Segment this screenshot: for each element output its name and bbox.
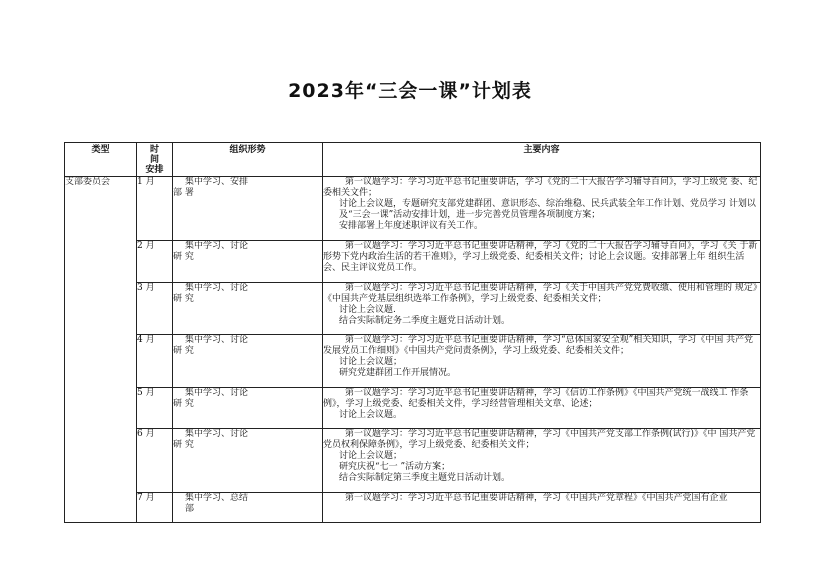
month-cell: 6 月 — [137, 429, 173, 493]
document-title: 2023年“三会一课”计划表 — [288, 80, 532, 102]
plan-table — [64, 142, 761, 523]
table-row — [65, 241, 761, 283]
month-cell: 7 月 — [137, 493, 173, 523]
form-cell: 集中学习、安排 部 署 — [173, 177, 323, 241]
content-cell: 第一议题学习：学习习近平总书记重要讲话精神，学习“总体国家安全观”相关知识，学习《中国 共产党发展党员工作细则》《中国共产党问责条例》，学习上级党委、纪委相关文件； 讨论上会议题； 研究党建群团工作开展情况。 — [323, 335, 761, 388]
form-cell: 集中学习、讨论 研 究 — [173, 335, 323, 388]
form-cell: 集中学习、讨论 研 究 — [173, 241, 323, 283]
table-row — [65, 335, 761, 388]
content-cell: 第一议题学习：学习习近平总书记重要讲话精神，学习《党的二十大报告学习辅导百问》，学习《关 于新形势下党内政治生活的若干准则》，学习上级党委、纪委相关文件；讨论上会议题。安排部署上年 组织生活会、民主评议党员工作。 — [323, 241, 761, 283]
month-cell: 4 月 — [137, 335, 173, 388]
form-cell: 集中学习、讨论 研 究 — [173, 388, 323, 429]
content-cell: 第一议题学习：学习习近平总书记重要讲话精神，学习《中国共产党章程》《中国共产党国有企业 — [323, 493, 761, 523]
table-header-row — [65, 143, 761, 177]
content-cell: 第一议题学习：学习习近平总书记重要讲话精神，学习《信访工作条例》《中国共产党统一战线工 作条例》，学习上级党委、纪委相关文件，学习经营管理相关文章、论述； 讨论上会议题。 — [323, 388, 761, 429]
month-cell: 3 月 — [137, 283, 173, 335]
form-cell: 集中学习、总结 部 — [173, 493, 323, 523]
header-time: 时 间 安排 — [137, 143, 173, 177]
header-content: 主要内容 — [323, 143, 761, 177]
table-row — [65, 388, 761, 429]
table-row — [65, 177, 761, 241]
type-cell: 支部委员会 — [65, 177, 137, 523]
content-cell: 第一议题学习：学习习近平总书记重要讲话精神，学习《关于中国共产党党费收缴、使用和管理的 规定》《中国共产党基层组织选举工作条例》，学习上级党委、纪委相关文件； 讨论上会议题. 结合实际制定务二季度主题党日活动计划。 — [323, 283, 761, 335]
table-row — [65, 493, 761, 523]
content-cell: 第一议题学习：学习习近平总书记重要讲话精神，学习《中国共产党支部工作条例(试行)》《中 国共产党党员权利保障条例》，学习上级党委、纪委相关文件； 讨论上会议题； 研究庆祝“七一 ”活动方案； 结合实际制定第三季度主题党日活动计划。 — [323, 429, 761, 493]
content-cell: 第一议题学习：学习习近平总书记重要讲话，学习《党的二十大报告学习辅导百问》，学习上级党 委、纪委相关文件； 讨论上会议题，专题研究支部党建群团、意识形态、综治维稳、民兵武装全年工作计划、党员学习 计划以及“三会一课”活动安排计划，进一步完善党员管理各项制度方案； 安排部署上年度述职评议有关工作。 — [323, 177, 761, 241]
table-row — [65, 429, 761, 493]
form-cell: 集中学习、讨论 研 究 — [173, 283, 323, 335]
header-type: 类型 — [65, 143, 137, 177]
header-form: 组织形势 — [173, 143, 323, 177]
table-row — [65, 283, 761, 335]
month-cell: 5 月 — [137, 388, 173, 429]
month-cell: 2 月 — [137, 241, 173, 283]
month-cell: 1 月 — [137, 177, 173, 241]
form-cell: 集中学习、讨论 研 究 — [173, 429, 323, 493]
